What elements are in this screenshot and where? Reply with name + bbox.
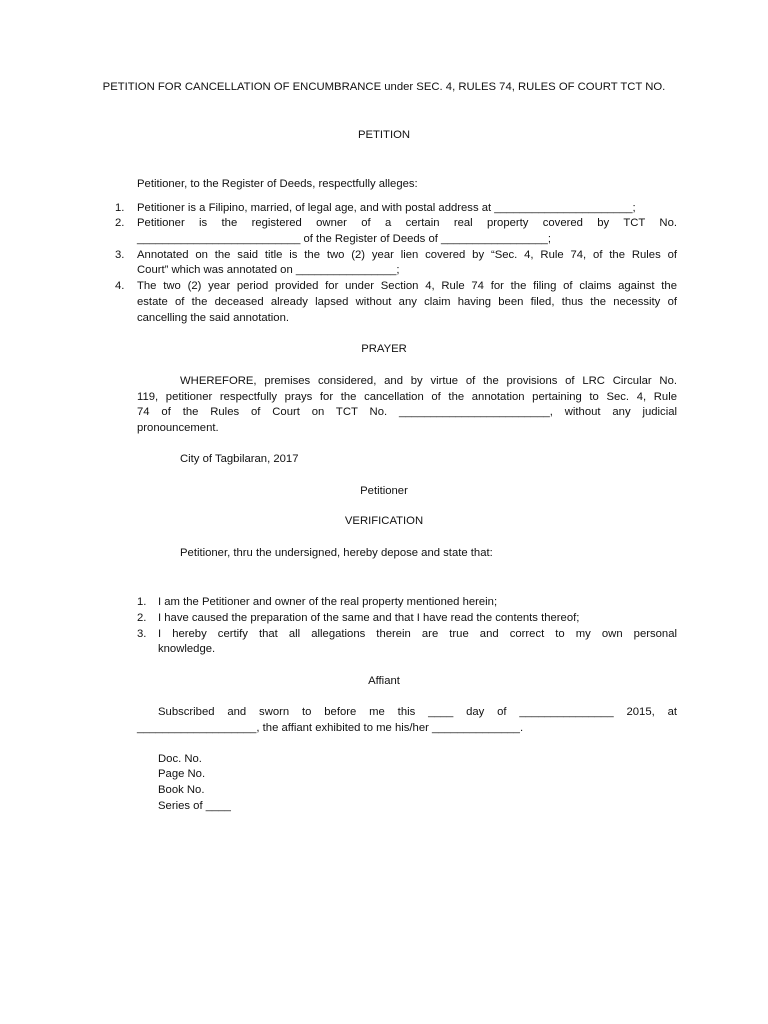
allegation-text-line: Court” which was annotated on ________________; — [137, 264, 400, 276]
document-title: PETITION FOR CANCELLATION OF ENCUMBRANCE under SEC. 4, RULES 74, RULES OF COURT TCT NO. — [102, 81, 666, 93]
allegation-text-line: Annotated on the said title is the two (2) year lien covered by “Sec. 4, Rule 74, of the Rules of — [137, 249, 677, 261]
jurat-line: ___________________, the affiant exhibited to me his/her ______________. — [137, 722, 524, 734]
affiant-signature-label: Affiant — [368, 675, 400, 687]
jurat-line: Subscribed and sworn to before me this ____ day of _______________ 2015, at — [158, 706, 677, 718]
allegation-number: 1. — [115, 202, 125, 214]
prayer-line: pronouncement. — [137, 422, 219, 434]
allegation-number: 2. — [115, 217, 125, 229]
allegation-text-line: Petitioner is the registered owner of a certain real property covered by TCT No. — [137, 217, 677, 229]
verification-number: 3. — [137, 628, 147, 640]
verification-text: I am the Petitioner and owner of the real property mentioned herein; — [158, 596, 498, 608]
allegation-text-line: cancelling the said annotation. — [137, 312, 289, 324]
allegation-text-line: estate of the deceased already lapsed without any claim having been filed, thus the necessity of — [137, 296, 677, 308]
allegation-text-line: __________________________ of the Register of Deeds of _________________; — [137, 233, 551, 245]
verification-text-line: knowledge. — [158, 643, 216, 655]
verification-number: 2. — [137, 612, 147, 624]
place-and-date: City of Tagbilaran, 2017 — [180, 453, 299, 465]
doc-no-label: Doc. No. — [158, 753, 202, 765]
petitioner-signature-label: Petitioner — [360, 485, 408, 497]
allegation-text-line: The two (2) year period provided for under Section 4, Rule 74 for the filing of claims against the — [137, 280, 677, 292]
verification-number: 1. — [137, 596, 147, 608]
allegation-number: 3. — [115, 249, 125, 261]
allegation-text: Petitioner is a Filipino, married, of legal age, and with postal address at ______________________; — [137, 202, 636, 214]
verification-text: I have caused the preparation of the same and that I have read the contents thereof; — [158, 612, 580, 624]
verification-intro: Petitioner, thru the undersigned, hereby depose and state that: — [180, 547, 493, 559]
book-no-label: Book No. — [158, 784, 205, 796]
prayer-heading: PRAYER — [361, 343, 407, 355]
verification-text-line: I hereby certify that all allegations therein are true and correct to my own personal — [158, 628, 677, 640]
page-no-label: Page No. — [158, 768, 206, 780]
petition-intro: Petitioner, to the Register of Deeds, respectfully alleges: — [137, 178, 418, 190]
prayer-line: 74 of the Rules of Court on TCT No. ________________________, without any judicial — [137, 406, 677, 418]
allegation-number: 4. — [115, 280, 125, 292]
verification-heading: VERIFICATION — [344, 515, 424, 527]
series-label: Series of ____ — [158, 800, 231, 812]
prayer-line: 119, petitioner respectfully prays for the cancellation of the annotation pertaining to Sec. 4, Rule — [137, 391, 677, 403]
petition-heading: PETITION — [357, 129, 411, 141]
prayer-line: WHEREFORE, premises considered, and by virtue of the provisions of LRC Circular No. — [180, 375, 677, 387]
